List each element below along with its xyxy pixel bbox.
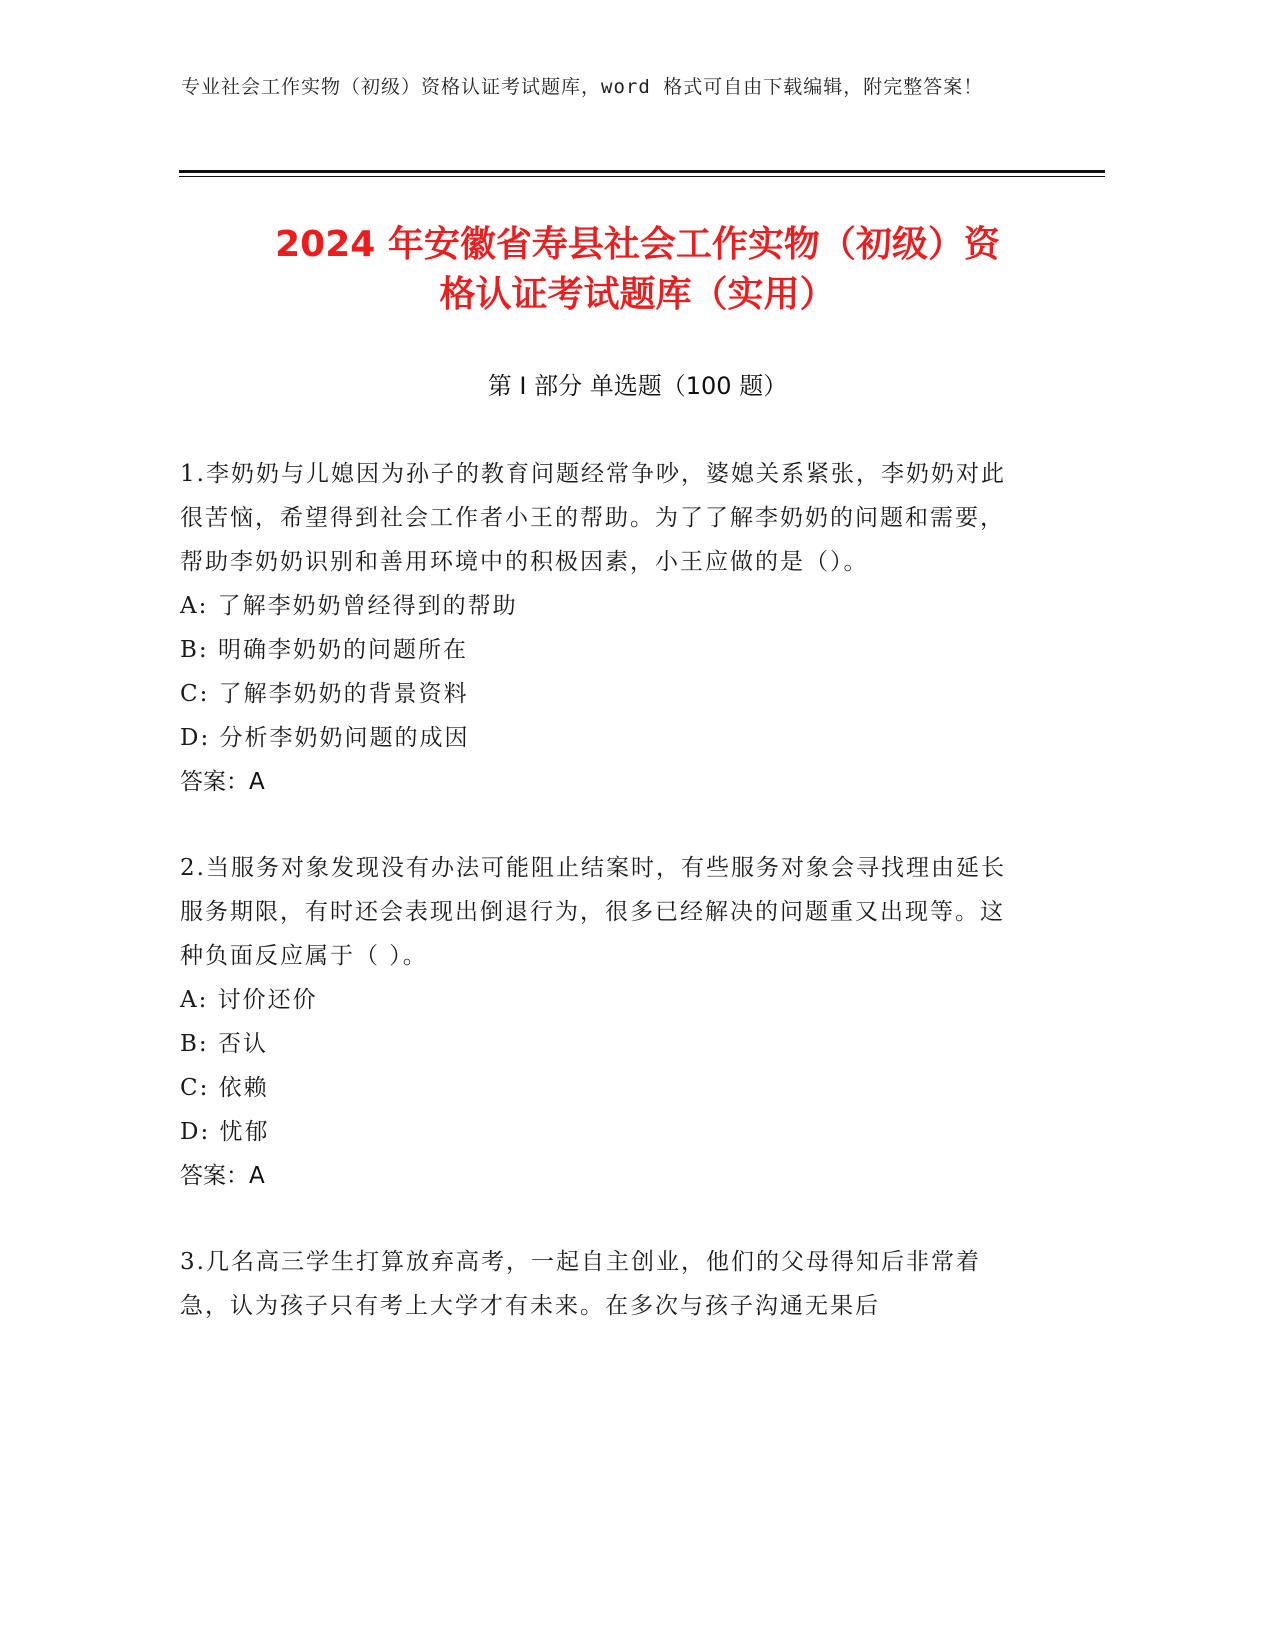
option-a: A: 了解李奶奶曾经得到的帮助 bbox=[180, 593, 518, 619]
document-title bbox=[150, 220, 1125, 320]
option-c: C: 了解李奶奶的背景资料 bbox=[180, 681, 469, 707]
option-c: C: 依赖 bbox=[180, 1075, 269, 1101]
question-list bbox=[180, 452, 1020, 1370]
header-divider-thick bbox=[179, 170, 1105, 173]
header-divider-thin bbox=[179, 176, 1105, 177]
question-stem: 3.几名高三学生打算放弃高考，一起自主创业，他们的父母得知后非常着急，认为孩子只有考上大学才有未来。在多次与孩子沟通无果后 bbox=[180, 1249, 981, 1319]
option-d: D: 忧郁 bbox=[180, 1119, 270, 1145]
question-1 bbox=[180, 452, 1020, 804]
option-d: D: 分析李奶奶问题的成因 bbox=[180, 725, 470, 751]
document-title-line-2: 格认证考试题库（实用） bbox=[439, 274, 836, 315]
option-b: B: 明确李奶奶的问题所在 bbox=[180, 637, 468, 663]
answer: 答案：A bbox=[180, 1163, 265, 1189]
option-a: A: 讨价还价 bbox=[180, 987, 318, 1013]
document-title-line-1: 2024 年安徽省寿县社会工作实物（初级）资 bbox=[275, 224, 1000, 265]
question-stem: 2.当服务对象发现没有办法可能阻止结案时，有些服务对象会寻找理由延长服务期限，有时还会表现出倒退行为，很多已经解决的问题重又出现等。这种负面反应属于（ ）。 bbox=[180, 855, 1006, 969]
question-stem: 1.李奶奶与儿媳因为孙子的教育问题经常争吵，婆媳关系紧张，李奶奶对此很苦恼，希望得到社会工作者小王的帮助。为了了解李奶奶的问题和需要，帮助李奶奶识别和善用环境中的积极因素，小王应做的是（）。 bbox=[180, 461, 1006, 575]
section-title: 第 I 部分 单选题（100 题） bbox=[487, 372, 788, 400]
answer: 答案：A bbox=[180, 769, 265, 795]
question-2 bbox=[180, 846, 1020, 1198]
option-b: B: 否认 bbox=[180, 1031, 268, 1057]
question-3 bbox=[180, 1240, 1020, 1328]
header-note: 专业社会工作实物（初级）资格认证考试题库，word 格式可自由下载编辑，附完整答案！ bbox=[181, 76, 984, 98]
